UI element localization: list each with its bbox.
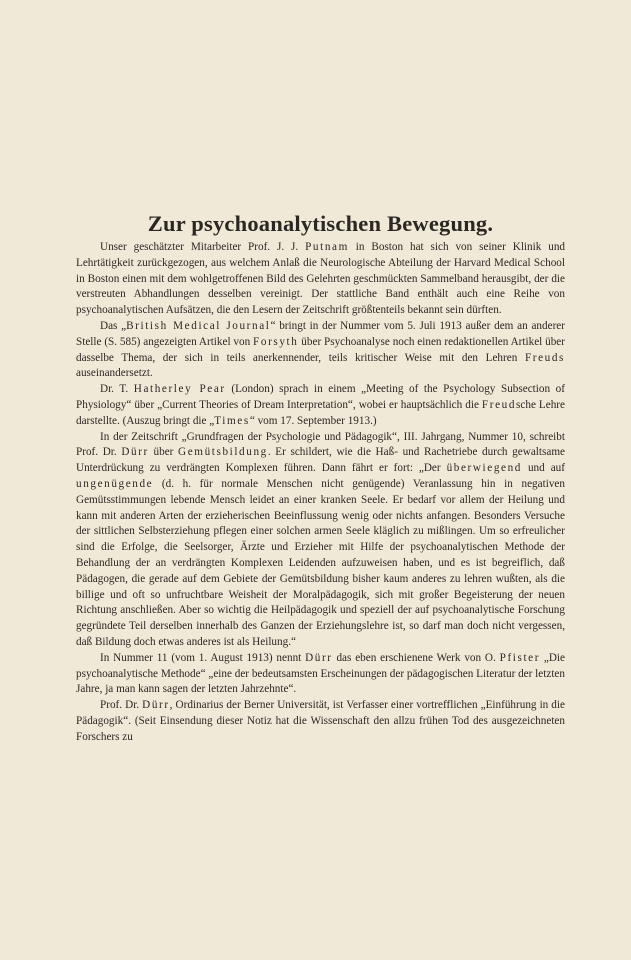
spaced-text: Freuds <box>524 351 565 364</box>
text-run: Das „ <box>100 319 127 332</box>
text-run: “ vom 17. September 1913.) <box>249 414 377 427</box>
text-run: Unser geschätzter Mitarbeiter Prof. J. J. <box>100 241 306 253</box>
text-run: , Ordinarius der Berner Universität, ist Verfasser einer vortrefflichen „Einführung in die Pädagogik“. (Seit Einsendung dieser Notiz hat die Wissenschaft den allzu frühen Tod des ausgezeichneten Forschers zu <box>76 699 565 743</box>
paragraph <box>76 651 565 698</box>
spaced-text: British Medical Journal <box>126 319 271 332</box>
page-title: Zur psychoanalytischen Bewegung. <box>147 211 494 237</box>
paragraph <box>76 240 565 319</box>
text-run: das eben erschienene Werk von O. <box>332 651 500 664</box>
text-run: Prof. Dr. <box>100 699 143 712</box>
spaced-text: Pfister <box>499 651 541 664</box>
paragraph <box>76 698 565 745</box>
paragraph <box>76 319 565 382</box>
text-run: In der Zeitschrift „Grundfragen der Psychologie und Pädagogik“, III. Jahrgang, Nummer 10, schreibt Prof. Dr. <box>76 430 565 459</box>
spaced-text: Putnam <box>305 241 349 253</box>
text-run: (d. h. für normale Menschen nicht genügende) Veranlassung hin in negativen Gemütsstimmungen lebende Mensch leidet an einer kranken Seele. Er bedarf vor allem der Heilung und kann mit anderen Arten der erzieherischen Beeinflussung wenig oder nichts anfangen. Besonders Versuche der sittlichen Selbsterziehung pflegen einer solchen armen Seele kläglich zu mißlingen. Um so erfreulicher sind die Erfolge, die Seelsorger, Ärzte und Erzieher mit Hilfe der psychoanalytischen Methode der Behandlung der an verdrängten Komplexen Leidenden aufzuweisen haben, und es ist begreiflich, daß Pädagogen, die gerade auf dem Gebiete der Gemütsbildung bisher kaum anderes zu lehren wußten, als die billige und oft so unfruchtbare Weisheit der Moralpädagogik, sich mit großer Begeisterung der neuen Richtung anschließen. Aber so wichtig die Heilpädagogik und speziell der auf psychoanalytische Forschung gegründete Teil derselben innerhalb des Ganzen der Erziehungslehre ist, so darf man doch nicht vergessen, daß Bildung doch etwas anderes ist als Heilung.“ <box>76 477 565 648</box>
spaced-text: Gemütsbildung <box>178 446 268 459</box>
text-run: “ bringt in der Nummer vom 5. Juli 1913 außer dem an anderer Stelle (S. 585) angezeigten Artikel von <box>76 319 565 348</box>
spaced-text: Hatherley Pear <box>133 383 226 396</box>
text-run: In Nummer 11 (vom 1. August 1913) nennt <box>100 651 306 664</box>
spaced-text: Dürr <box>121 446 149 459</box>
spaced-text: Times <box>214 414 250 427</box>
paragraph <box>76 430 565 651</box>
article-body <box>76 240 565 746</box>
text-run: und auf <box>521 462 565 475</box>
spaced-text: überwiegend <box>446 462 522 475</box>
spaced-text: Dürr <box>305 651 333 664</box>
text-run: „Die psychoanalytische Methode“ „eine der bedeutsamsten Erscheinungen der pädagogischen Literatur der letzten Jahre, ja man kann sagen der letzten Jahrzehnte“. <box>76 651 566 696</box>
spaced-text: Dürr <box>142 699 170 712</box>
text-run: (London) sprach in einem „Meeting of the Psychology Subsection of Physiology“ über „Current Theories of Dream Interpretation“, wobei er hauptsächlich die <box>76 383 565 411</box>
spaced-text: Forsyth <box>253 335 299 348</box>
text-run: über <box>148 446 179 459</box>
spaced-text: ungenügende <box>76 477 154 490</box>
spaced-text: Freud <box>481 398 517 411</box>
text-run: in Boston hat sich von seiner Klinik und Lehrtätigkeit zurückgezogen, aus welchem Anlaß die Neurologische Abteilung der Harvard Medical School in Boston einen mit dem wohlgetroffenen Bild des Gelehrten geschmückten Sammelband herausgibt, der die verstreuten Abhandlungen desselben vereinigt. Der stattliche Band enthält auch eine Reihe von psychoanalytischen Aufsätzen, die den Lesern der Zeitschrift größtenteils bekannt sein dürften. <box>76 241 566 317</box>
text-run: Dr. T. <box>100 383 134 396</box>
text-run: über Psychoanalyse noch einen redaktionellen Artikel über dasselbe Thema, der sich in teils anerkennender, teils kritischer Weise mit den Lehren <box>76 335 565 364</box>
paragraph <box>76 382 565 429</box>
text-run: sche Lehre darstellte. (Auszug bringt die „ <box>76 398 565 427</box>
text-run: . Er schildert, wie die Haß- und Rachetriebe durch gewaltsame Unterdrückung zu verdrängten Komplexen führen. Dann fährt er fort: „Der <box>76 446 565 475</box>
text-run: auseinandersetzt. <box>76 367 153 380</box>
